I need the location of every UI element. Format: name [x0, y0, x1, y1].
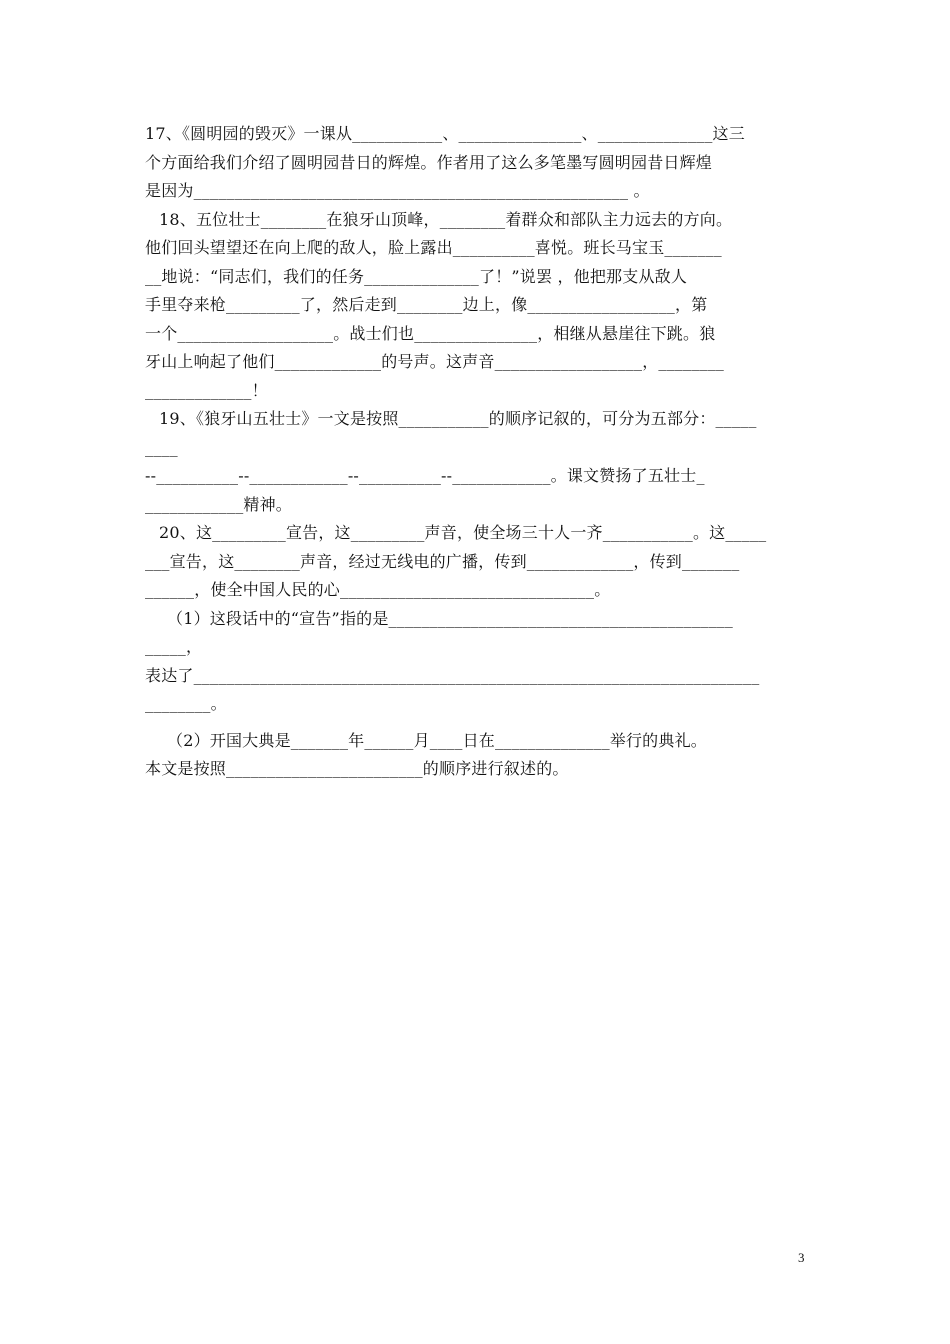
q18-line-6: 牙山上响起了他们_____________的号声。这声音__________________，________ — [145, 352, 725, 371]
worksheet-body — [145, 120, 815, 784]
q19-line-4: ____________精神。 — [145, 494, 293, 514]
q17-line-3: 是因为_____________________________________________________ 。 — [145, 181, 650, 200]
q19-line-2: ____ — [145, 437, 178, 457]
q20-sub1-line-2: _____， — [145, 637, 203, 656]
page-number: 3 — [798, 1250, 805, 1265]
q20-sub2-line-2: 本文是按照________________________的顺序进行叙述的。 — [145, 759, 569, 778]
q20-line-2: ___宣告，这________声音，经过无线电的广播，传到_____________，传到_______ — [145, 551, 740, 571]
q20-sub1-line-1: （1）这段话中的“宣告”指的是__________________________________________ — [167, 608, 733, 628]
q17-line-2: 个方面给我们介绍了圆明园昔日的辉煌。作者用了这么多笔墨写圆明园昔日辉煌 — [145, 152, 713, 172]
q18-line-4: 手里夺来枪_________了，然后走到________边上，像__________________，第 — [145, 295, 708, 314]
q17-line-1: 17、《圆明园的毁灭》一课从___________、_______________、______________这三 — [145, 124, 745, 143]
spacer — [145, 719, 815, 727]
q18-line-3: __地说：“同志们，我们的任务______________了！”说罢 ，他把那支从敌人 — [145, 266, 688, 286]
q20-sub1-line-4: ________。 — [145, 694, 227, 713]
q18-line-5: 一个___________________。战士们也_______________，相继从悬崖往下跳。狼 — [145, 323, 716, 343]
q19-line-1: 19、《狼牙山五壮士》一文是按照___________的顺序记叙的，可分为五部分：_____ — [159, 409, 757, 428]
q20-line-3: ______，使全中国人民的心_______________________________。 — [145, 580, 611, 599]
q18-line-7: _____________！ — [145, 380, 268, 400]
q20-sub2-line-1: （2）开国大典是_______年______月____日在______________举行的典礼。 — [167, 730, 707, 750]
q20-sub1-line-3: 表达了_____________________________________________________________________ — [145, 665, 760, 685]
q20-line-1: 20、这_________宣告，这_________声音，使全场三十人一齐___________。这_____ — [159, 523, 767, 542]
q18-line-2: 他们回头望望还在向上爬的敌人，脸上露出__________喜悦。班长马宝玉_______ — [145, 238, 722, 257]
q19-line-3: --__________--____________--__________--____________。课文赞扬了五壮士_ — [145, 466, 705, 485]
q18-line-1: 18、五位壮士________在狼牙山顶峰，________着群众和部队主力远去的方向。 — [159, 209, 733, 229]
